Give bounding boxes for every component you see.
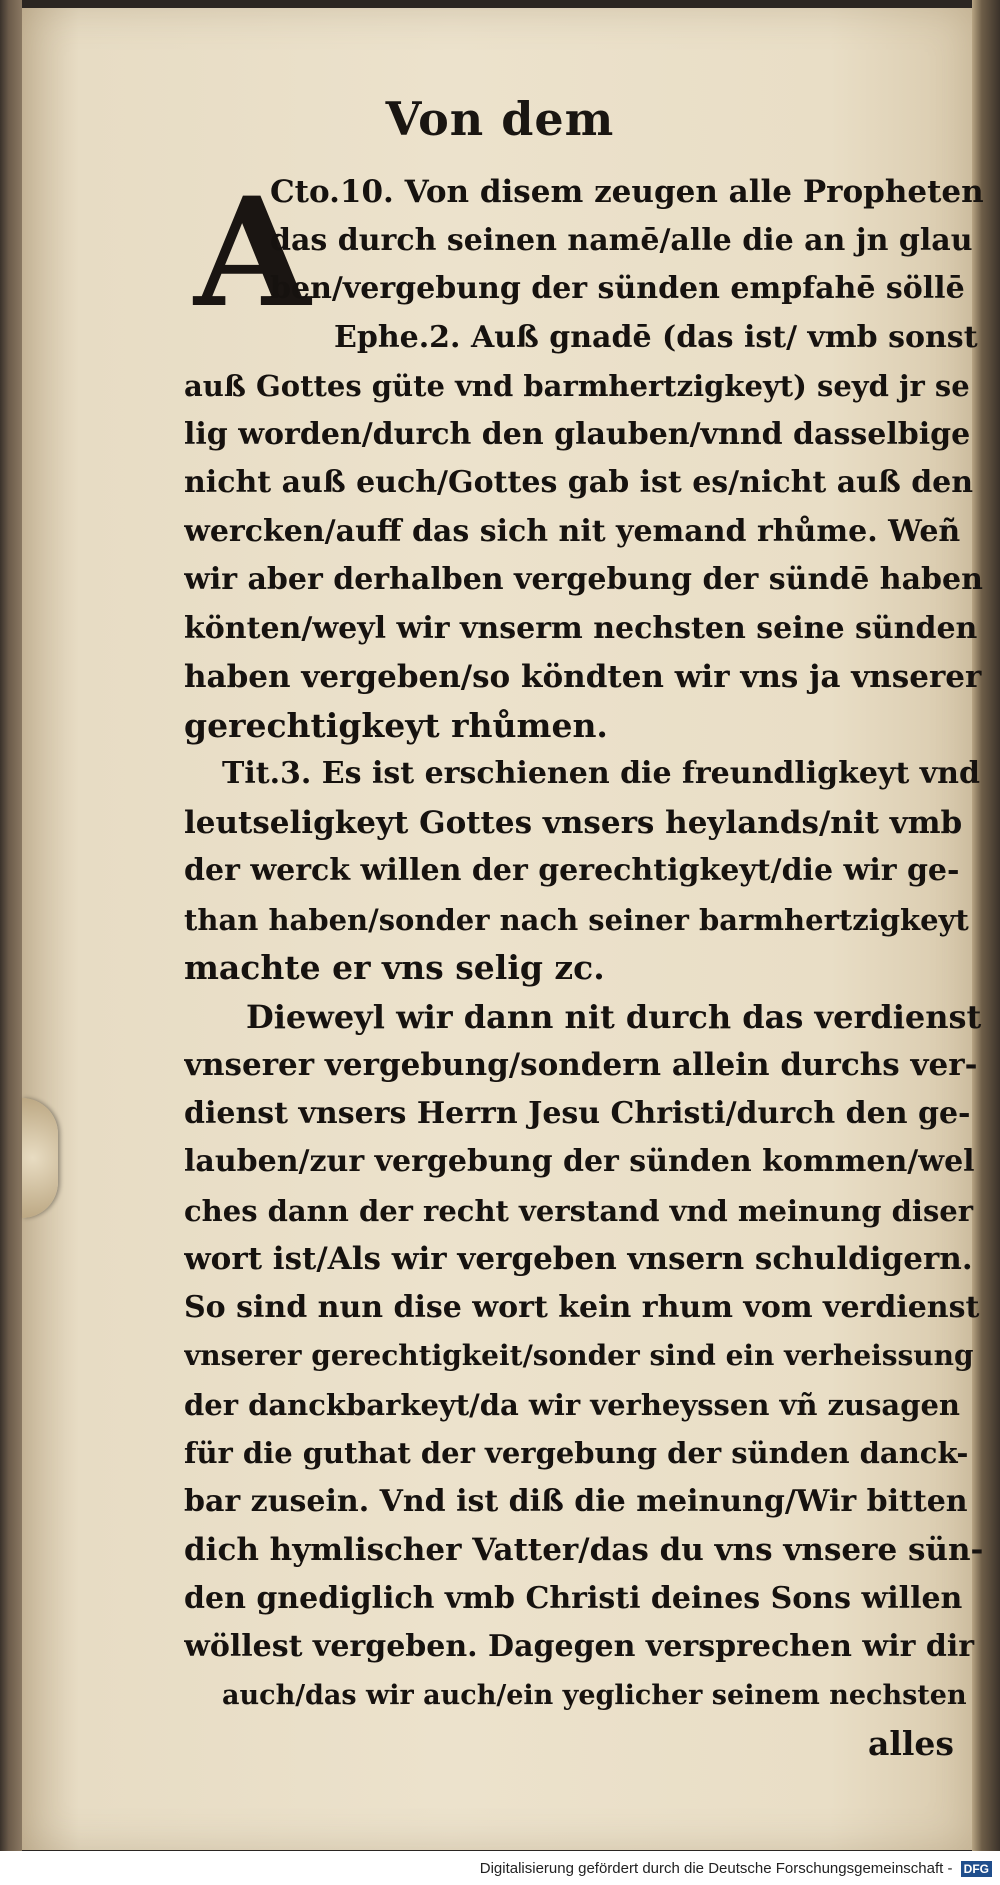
text-line: haben vergeben/so köndten wir vns ja vnserer xyxy=(184,659,982,695)
text-line: Ephe.2. Auß gnadē (das ist/ vmb sonst xyxy=(334,319,978,355)
text-line: auch/das wir auch/ein yeglicher seinem nechsten xyxy=(222,1679,967,1711)
digitization-footer xyxy=(0,1851,1000,1885)
text-line: gerechtigkeyt rhůmen. xyxy=(184,705,608,745)
text-line: bar zusein. Vnd ist diß die meinung/Wir bitten xyxy=(184,1483,968,1519)
dfg-logo[interactable]: DFG xyxy=(961,1861,992,1877)
drop-initial: A xyxy=(194,165,311,341)
text-line: für die guthat der vergebung der sünden danck- xyxy=(184,1436,969,1470)
text-line: das durch seinen namē/alle die an jn glau xyxy=(270,222,973,258)
book-edge-left xyxy=(0,0,22,1860)
text-line: den gnediglich vmb Christi deines Sons willen xyxy=(184,1580,963,1616)
text-line: lauben/zur vergebung der sünden kommen/wel xyxy=(184,1144,975,1179)
text-line: lig worden/durch den glauben/vnnd dasselbige xyxy=(184,416,971,452)
text-line: So sind nun dise wort kein rhum vom verdienst xyxy=(184,1289,980,1325)
text-line: der danckbarkeyt/da wir verheyssen vñ zusagen xyxy=(184,1387,961,1422)
text-line: könten/weyl wir vnserm nechsten seine sünden xyxy=(184,610,978,646)
text-line: vnserer vergebung/sondern allein durchs ver- xyxy=(184,1047,978,1083)
body-text xyxy=(184,165,984,1769)
text-line: Tit.3. Es ist erschienen die freundligkeyt vnd xyxy=(222,756,980,791)
text-line: leutseligkeyt Gottes vnsers heylands/nit vmb xyxy=(184,804,963,841)
text-line: dich hymlischer Vatter/das du vns vnsere sün- xyxy=(184,1532,984,1568)
footer-credit xyxy=(480,1860,992,1877)
text-line: der werck willen der gerechtigkeyt/die wir ge- xyxy=(184,853,960,888)
running-header: Von dem xyxy=(385,92,615,146)
text-line: vnserer gerechtigkeit/sonder sind ein verheissung xyxy=(184,1339,974,1372)
catchword: alles xyxy=(867,1724,954,1763)
text-line: wöllest vergeben. Dagegen versprechen wir dir xyxy=(184,1629,975,1664)
text-line: machte er vns selig zc. xyxy=(184,948,605,987)
text-line: auß Gottes güte vnd barmhertzigkeyt) seyd jr se xyxy=(184,369,970,403)
text-line: wercken/auff das sich nit yemand rhůme. Weñ xyxy=(184,513,961,549)
text-line: wort ist/Als wir vergeben vnsern schuldigern. xyxy=(184,1241,973,1277)
text-line: Cto.10. Von disem zeugen alle Propheten xyxy=(270,174,984,210)
text-line: dienst vnsers Herrn Jesu Christi/durch den ge- xyxy=(184,1095,971,1131)
footer-credit-text: Digitalisierung gefördert durch die Deutsche Forschungsgemeinschaft - xyxy=(479,1860,953,1877)
text-line: ben/vergebung der sünden empfahē söllē xyxy=(270,271,965,306)
text-line: nicht auß euch/Gottes gab ist es/nicht auß den xyxy=(184,465,974,500)
text-line: ches dann der recht verstand vnd meinung diser xyxy=(184,1193,974,1228)
text-line: wir aber derhalben vergebung der sündē haben xyxy=(184,562,983,597)
text-line: than haben/sonder nach seiner barmhertzigkeyt xyxy=(184,902,969,937)
book-clasp xyxy=(22,1098,58,1218)
text-line: Dieweyl wir dann nit durch das verdienst xyxy=(246,997,982,1036)
